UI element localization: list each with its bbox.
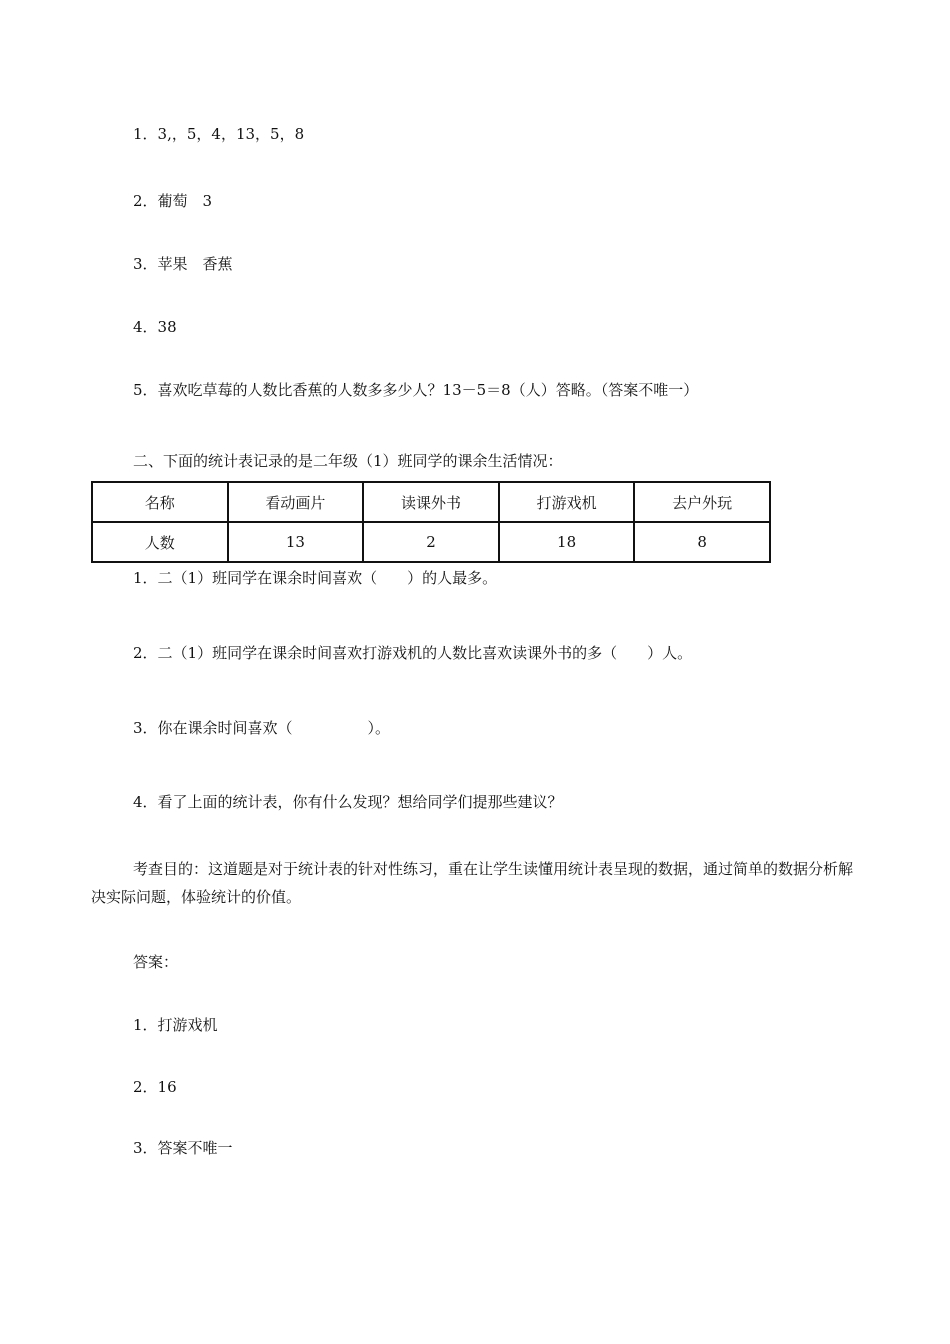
table-cell: 看动画片 (228, 482, 364, 522)
answer-line-2: 2．葡萄 3 (133, 192, 213, 210)
stats-table (91, 481, 771, 563)
question-1: 1．二（1）班同学在课余时间喜欢（ ）的人最多。 (133, 569, 498, 587)
table-cell: 打游戏机 (499, 482, 635, 522)
table-cell: 18 (499, 522, 635, 562)
answer-line-1: 1．3,，5，4，13，5，8 (133, 125, 305, 143)
answer-line-3: 3．苹果 香蕉 (133, 255, 233, 273)
table-cell: 2 (363, 522, 499, 562)
table-header-row (92, 482, 770, 522)
section-2-title: 二、下面的统计表记录的是二年级（1）班同学的课余生活情况： (133, 452, 563, 470)
table-cell: 读课外书 (363, 482, 499, 522)
question-4: 4．看了上面的统计表，你有什么发现？想给同学们提那些建议？ (133, 793, 563, 811)
question-2: 2．二（1）班同学在课余时间喜欢打游戏机的人数比喜欢读课外书的多（ ）人。 (133, 644, 693, 662)
answer-line-5: 5．喜欢吃草莓的人数比香蕉的人数多多少人？13－5＝8（人）答略。（答案不唯一） (133, 381, 699, 399)
answer-line-4: 4．38 (133, 318, 177, 336)
question-3: 3．你在课余时间喜欢（ ）。 (133, 719, 391, 737)
table-cell: 去户外玩 (634, 482, 770, 522)
table-cell: 名称 (92, 482, 228, 522)
table-row (92, 522, 770, 562)
final-answer-2: 2．16 (133, 1078, 177, 1096)
answer-label: 答案： (133, 953, 179, 971)
purpose-paragraph: 考查目的：这道题是对于统计表的针对性练习，重在让学生读懂用统计表呈现的数据，通过简单的数据分析解决实际问题，体验统计的价值。 (91, 860, 854, 906)
table-cell: 人数 (92, 522, 228, 562)
final-answer-1: 1．打游戏机 (133, 1016, 218, 1034)
table-cell: 8 (634, 522, 770, 562)
final-answer-3: 3．答案不唯一 (133, 1139, 233, 1157)
table-cell: 13 (228, 522, 364, 562)
